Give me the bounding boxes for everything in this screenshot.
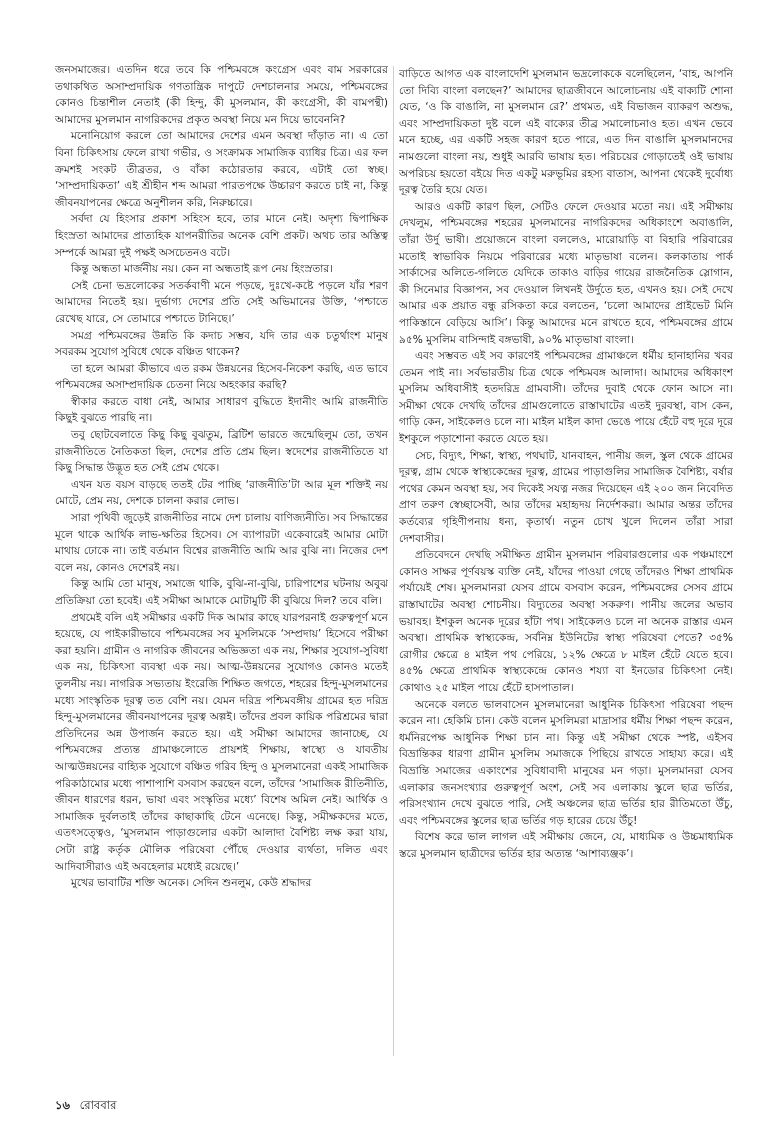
column-divider [393,66,394,1056]
paragraph: অনেকে বলতে ভালবাসেন মুসলমানেরা আধুনিক চিকিৎসা পরিষেবা পছন্দ করেন না। হেকিমি চান। কেউ বলেন মুসলিমরা মাদ্রাসার ধর্মীয় শিক্ষা পছন্দ করেন, ধর্মনিরপেক্ষ আধুনিক শিক্ষা চান না। কিন্তু এই সমীক্ষা থেকে স্পষ্ট, এইসব বিভ্রান্তিকর ধারণা গ্রামীন মুসলিম সমাজকে পিছিয়ে রাখতে সাহায্য করে। এই বিভ্রান্তি সমাজের একাংশের সুবিধাবাদী মানুষের মন গড়া। মুসলমানরা যেসব এলাকার জনসংখ্যার গুরুত্বপূর্ণ অংশ, সেই সব এলাকায় স্কুলে ছাত্র ভর্তির, পরিসংখ্যান দেখে বুঝতে পারি, সেই অঞ্চলের ছাত্র ভর্তির হার রীতিমতো উঁচু, এবং পশ্চিমবঙ্গের স্কুলের ছাত্র ভর্তির গড় হারের চেয়ে উঁচু! [399,698,733,827]
paragraph: মনোনিয়োগ করলে তো আমাদের দেশের এমন অবস্থা দাঁড়াত না। এ তো বিনা চিকিৎসায় ফেলে রাখা গভীর, ও সংক্রামক সামাজিক ব্যাধির চিত্র। এর ফল ক্রমশই সংকট তীব্রতর, ও বাঁকা কঠোরতার করবে, এটাই তো স্বচ্ছ। ‘সাম্প্রদায়িকতা’ এই শ্রীহীন শব্দ আমরা পারতপক্ষে উচ্চারণ করতে চাই না, কিন্তু জীবনযাপনের ক্ষেত্রে অনুশীলন করি, নিরুচ্চারে। [55,130,388,209]
paragraph: সর্বদা যে হিংসার প্রকাশ সহিংস হবে, তার মানে নেই। অদৃশ্য দ্বিপাক্ষিক হিংস্রতা আমাদের প্রাত্যহিক যাপনরীতির অনেক বেশি প্রকট। অথচ তার অস্তিত্ব সম্পর্কে আমরা দুই পক্ষই অসচেতনও বটে। [55,213,388,259]
paragraph: প্রতিবেদনে দেখছি সমীক্ষিত গ্রামীন মুসলমান পরিবারগুলোর এক পঞ্চমাংশে কোনও সাক্ষর পূর্ণবয়স্ক ব্যক্তি নেই, যাঁদের পাওয়া গেছে তাঁদেরও শিক্ষা প্রাথমিক পর্যায়েই শেষ। মুসলমানরা যেসব গ্রামে বসবাস করেন, পশ্চিমবঙ্গের সেসব গ্রামে রাস্তাঘাটের অবস্থা শোচনীয়। বিদ্যুতের অবস্থা সকরুণ। পানীয় জলের অভাব ভয়াবহ। ইশকুল অনেক দূরের হাঁটা পথ। সাইকেলও চলে না অনেক রাস্তার এমন অবস্থা। প্রাথমিক স্বাস্থ্যকেন্দ্র, সর্বনিম্ন ইউনিটের স্বাস্থ্য পরিষেবা পেতে? ৩৫% রোগীর ক্ষেত্রে ৪ মাইল পথ পেরিয়ে, ১২% ক্ষেত্রে ৮ মাইল হেঁটে যেতে হবে। ৪৫% ক্ষেত্রে প্রাথমিক স্বাস্থ্যকেন্দ্রে কোনও শয্যা বা ইনডোর চিকিৎসা নেই। কোথাও ২৫ মাইল পায়ে হেঁটে হাসপাতাল। [399,549,733,694]
section-name: রোববার [79,1098,117,1112]
paragraph: এখন যত বয়স বাড়ছে ততই টের পাচ্ছি ‘রাজনীতি’টা আর মূল শক্তিই নয় মোটে, প্রেম নয়, দেশকে চালনা করার লোভ। [55,478,388,508]
paragraph: সারা পৃথিবী জুড়েই রাজনীতির নামে দেশ চালায় বাণিজ্যনীতি। সব সিদ্ধান্তের মূলে থাকে আর্থিক লাভ-ক্ষতির হিসেব। সে ব্যাপারটা একেবারেই আমার মোটা মাথায় ঢোকে না। তাই বর্তমান বিশ্বের রাজনীতি আমি আর বুঝি না। নিজের দেশ বলে নয়, কোনও দেশেরই নয়। [55,512,388,574]
paragraph: তবু ছোটবেলাতে কিছু কিছু বুঝতুম, ব্রিটিশ ভারতে জন্মেছিলুম তো, তখন রাজনীতিতে নৈতিকতা ছিল, দেশের প্রতি প্রেম ছিল। স্বদেশের রাজনীতিতে যা কিছু সিদ্ধান্ত উদ্ভূত হত সেই প্রেম থেকে। [55,429,388,475]
page-number: ১৬ [55,1098,70,1112]
paragraph: সেই চেনা ভদ্রলোকের সতর্কবাণী মনে পড়ছে, দুঃখে-কষ্টে পড়লে যাঁর শরণ আমাদের নিতেই হয়। দুর্ভাগ্য দেশের প্রতি সেই অভিমানের উক্তি, ‘পশ্চাতে রেখেছ যারে, সে তোমারে পশ্চাতে টানিছে।’ [55,279,388,325]
page-footer [55,1097,116,1116]
paragraph: স্বীকার করতে বাধা নেই, আমার সাধারণ বুদ্ধিতে ইদানীং আমি রাজনীতি কিছুই বুঝতে পারছি না। [55,395,388,425]
text-column-right [399,66,733,1066]
paragraph: মুখের ভাবাটির শক্তি অনেক। সেদিন শুনলুম, কেউ শ্রদ্ধাদর [71,877,312,890]
paragraph: কিন্তু অন্ধতা মার্জনীয় নয়। কেন না অন্ধতাই রূপ নেয় হিংস্রতার। [71,263,333,276]
paragraph: সেচ, বিদ্যুৎ, শিক্ষা, স্বাস্থ্য, পথঘাট, যানবাহন, পানীয় জল, স্কুল থেকে গ্রামের দূরত্ব, গ্রাম থেকে স্বাস্থ্যকেন্দ্রের দূরত্ব, গ্রামের পাড়াগুলির সামাজিক বৈশিষ্ট্য, বর্ষার পথের কেমন অবস্থা হয়, সব দিকেই সযত্ন নজর দিয়েছেন এই ২০০ জন নিবেদিত প্রাণ তরুণ স্বেচ্ছাসেবী, আর তাঁদের মহাহৃদয় নির্দেশকরা। আমার অন্তর তাঁদের কর্তব্যের গৃহিণীপনায় ধন্য, কৃতার্থ। নতুন চোখ খুলে দিলেন তাঁরা সারা দেশবাসীর। [399,449,733,545]
paragraph: তা হলে আমরা কীভাবে এত রকম উন্নয়নের হিসেব-নিকেশ করছি, এত ভাবে পশ্চিমবঙ্গের অসাম্প্রদায়িক চেতনা নিয়ে অহংকার করছি? [55,362,388,392]
text-column-left [55,62,388,1102]
paragraph: বিশেষ করে ভাল লাগল এই সমীক্ষায় জেনে, যে, মাধ্যমিক ও উচ্চমাধ্যমিক স্তরে মুসলমান ছাত্রীদের ভর্তির হার অত্যন্ত ‘আশাব্যঞ্জক’। [399,831,733,860]
paragraph: বাড়িতে আগত এক বাংলাদেশি মুসলমান ভদ্রলোককে বলেছিলেন, ‘বাহ, আপনি তো দিব্যি বাংলা বলছেন?’ আমাদের ছাত্রজীবনে আলোচনায় এই বাক্যটি শোনা যেত, ‘ও কি বাঙালি, না মুসলমান রে?’ প্রথমত, এই বিভাজন ব্যাকরণ অশুদ্ধ, এবং সাম্প্রদায়িকতা দুষ্ট বলে এই বাক্যের তীব্র সমালোচনাও হত। এখন ভেবে মনে হচ্ছে, এর একটি সহজ কারণ হতে পারে, এত দিন বাঙালি মুসলমানদের নামগুলো বাংলা নয়, শুধুই আরবি ভাষায় হত। পরিচয়ের গোড়াতেই ওই ভাষায় অপরিচয় হয়তো বইয়ে দিত একটু মরুভূমির রহস্য বাতাস, আপনা থেকেই দুর্বোধ্য দূরত্ব তৈরি হয়ে যেত। [399,68,733,197]
paragraph: আরও একটি কারণ ছিল, সেটিও ফেলে দেওয়ার মতো নয়। এই সমীক্ষায় দেখলুম, পশ্চিমবঙ্গের শহরের মুসলমানের নাগরিকদের অধিকাংশে অবাঙালি, তাঁরা উর্দু ভাষী। প্রয়োজনে বাংলা বললেও, মারোয়াড়ি বা বিহারি পরিবারের মতোই স্বাভাবিক নিয়মে পরিবারের মধ্যে মাতৃভাষা বলেন। কলকাতায় পার্ক সার্কাসের অলিতে-গলিতে যেদিকে তাকাও বাড়ির গায়ের রাজনৈতিক স্লোগান, কী সিনেমার বিজ্ঞাপন, সব দেওয়াল লিখনই উর্দুতে হত, এখনও হয়। সেই দেখে আমার এক প্রয়াত বন্ধু রসিকতা করে বলতেন, ‘চলো আমাদের প্রাইভেট মিনি পাকিস্তানে বেড়িয়ে আসি’। কিন্তু আমাদের মনে রাখতে হবে, পশ্চিমবঙ্গের গ্রামে ৯৫% মুসলিম বাসিন্দাই বঙ্গভাষী, ৯০% মাতৃভাষা বাংলা। [399,200,733,346]
paragraph: সমগ্র পশ্চিমবঙ্গের উন্নতি কি কদাচ সম্ভব, যদি তার এক চতুর্থাংশ মানুষ সবরকম সুযোগ সুবিধে থেকে বঞ্চিত থাকেন? [55,329,388,359]
paragraph: এবং সম্ভবত এই সব কারণেই পশ্চিমবঙ্গের গ্রামাঞ্চলে ধর্মীয় হানাহানির খবর তেমন পাই না। সর্বভারতীয় চিত্র থেকে পশ্চিমবঙ্গ আলাদা। আমাদের অধিকাংশ মুসলিম অধিবাসীই হতদরিদ্র গ্রামবাসী। তাঁদের দুবাই থেকে ফোন আসে না। সমীক্ষা থেকে দেখছি তাঁদের গ্রামগুলোতে রাস্তাঘাটের এতই দুরবস্থা, বাস কেন, গাড়ি কেন, সাইকেলও চলে না। মাইল মাইল কাদা ভেঙে পায়ে হেঁটে বহু দূরে দূরে ইশকুলে পড়াশোনা করতে যেতে হয়। [399,350,733,446]
paragraph: জনসমাজের। এতদিন ধরে তবে কি পশ্চিমবঙ্গে কংগ্রেস এবং বাম সরকারের তথাকথিত অসাম্প্রদায়িক গণতান্ত্রিক দাপুটে দেশচালনার সময়ে, পশ্চিমবঙ্গের কোনও চিন্তাশীল নেতাই (কী হিন্দু, কী মুসলমান, কী কংগ্রেসী, কী বামপন্থী) আমাদের মুসলমান নাগরিকদের প্রকৃত অবস্থা নিয়ে মন দিয়ে ভাবেননি? [55,64,388,126]
paragraph: কিন্তু আমি তো মানুষ, সমাজে থাকি, বুঝি-না-বুঝি, চারিপাশের ঘটনায় অবুঝ প্রতিক্রিয়া তো হবেই। এই সমীক্ষা আমাকে মোটামুটি কী বুঝিয়ে দিল? তবে বলি। [55,578,388,607]
paragraph: প্রথমেই বলি এই সমীক্ষার একটি দিক আমার কাছে যারপরনাই গুরুত্বপূর্ণ মনে হয়েছে, যে পাইকারীভাবে পশ্চিমবঙ্গের সব মুসলিমকে ‘সম্প্রদায়’ হিসেবে পরীক্ষা করা হয়নি। গ্রামীন ও নাগরিক জীবনের অভিজ্ঞতা এক নয়, শিক্ষার সুযোগ-সুবিধা এক নয়, চিকিৎসা ব্যবস্থা এক নয়। আত্ম-উন্নয়নের সুযোগও কোনও মতেই তুলনীয় নয়। নাগরিক সভ্যতায় ইংরেজি শিক্ষিত জগতে, শহরের হিন্দু-মুসলমানের মধ্যে সাংস্কৃতিক দূরত্ব তত বেশি নয়। যেমন দরিদ্র পশ্চিমবঙ্গীয় গ্রামের হত দরিদ্র হিন্দু-মুসলমানের জীবনযাপনের দূরত্ব অল্পই। তাঁদের প্রবল কায়িক পরিশ্রমের দ্বারা প্রতিদিনের অন্ন উপার্জন করতে হয়। এই সমীক্ষা আমাদের জানাচ্ছে, যে পশ্চিমবঙ্গের প্রত্যন্ত গ্রামাঞ্চলোতে প্রায়শই শিক্ষায়, স্বাস্থ্যে ও যাবতীয় আত্মউন্নয়নের বাহ্যিক সুযোগে বঞ্চিত গরিব হিন্দু ও মুসলমানেরা একই সামাজিক পরিকাঠামোর মধ্যে পাশাপাশি বসবাস করছেন বলে, তাঁদের ‘সামাজিক রীতিনীতি, জীবন ধারণের ধরন, ভাষা এবং সংস্কৃতির মধ্যে’ বিশেষ অমিল নেই। আর্থিক ও সামাজিক দুর্বলতাই তাঁদের কাছাকাছি টেনে এনেছে। কিন্তু, সমীক্ষকদের মতে, এতৎসত্ত্বেও, ‘মুসলমান পাড়াগুলোর একটা আলাদা বৈশিষ্ট্য লক্ষ করা যায়, সেটা রাষ্ট্র কর্তৃক মৌলিক পরিষেবা পৌঁছে দেওয়ার ব্যর্থতা, দলিত এবং আদিবাসীরাও এই অবহেলার মধ্যেই রয়েছে।’ [55,611,388,873]
